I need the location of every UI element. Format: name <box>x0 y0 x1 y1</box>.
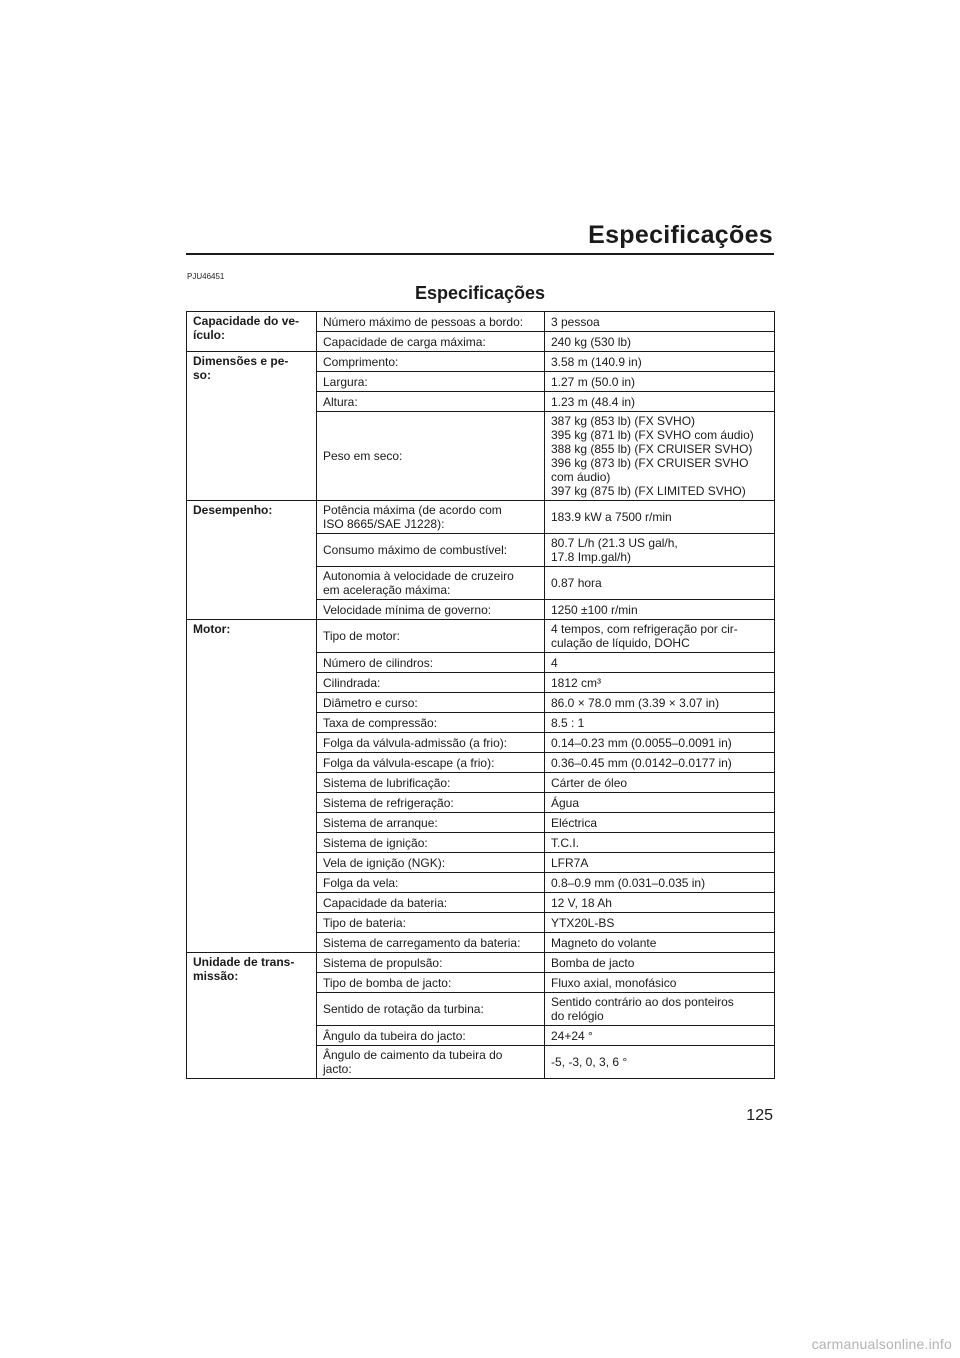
spec-label-cell: Autonomia à velocidade de cruzeiro em aceleração máxima: <box>317 567 545 600</box>
spec-value-cell: 0.36–0.45 mm (0.0142–0.0177 in) <box>545 753 775 773</box>
section-title: Especificações <box>414 283 546 303</box>
table-row <box>187 352 775 372</box>
spec-label-cell: Folga da vela: <box>317 873 545 893</box>
spec-label-cell: Comprimento: <box>317 352 545 372</box>
spec-label-cell: Sistema de refrigeração: <box>317 793 545 813</box>
spec-value-cell: Cárter de óleo <box>545 773 775 793</box>
spec-value-cell: Sentido contrário ao dos ponteiros do relógio <box>545 993 775 1026</box>
specifications-table <box>186 311 775 1079</box>
spec-label-cell: Ângulo de caimento da tubeira do jacto: <box>317 1046 545 1079</box>
spec-label-cell: Capacidade de carga máxima: <box>317 332 545 352</box>
section-code: PJU46451 <box>187 272 225 281</box>
spec-label-cell: Vela de ignição (NGK): <box>317 853 545 873</box>
spec-label-cell: Diâmetro e curso: <box>317 693 545 713</box>
spec-value-cell: 0.8–0.9 mm (0.031–0.035 in) <box>545 873 775 893</box>
spec-value-cell: 24+24 ° <box>545 1026 775 1046</box>
spec-value-cell: 8.5 : 1 <box>545 713 775 733</box>
category-cell: Capacidade do ve- ículo: <box>187 312 317 352</box>
spec-value-cell: 80.7 L/h (21.3 US gal/h, 17.8 Imp.gal/h) <box>545 534 775 567</box>
spec-value-cell: Água <box>545 793 775 813</box>
spec-label-cell: Sentido de rotação da turbina: <box>317 993 545 1026</box>
spec-label-cell: Sistema de propulsão: <box>317 953 545 973</box>
spec-value-cell: 4 tempos, com refrigeração por cir- culação de líquido, DOHC <box>545 620 775 653</box>
spec-value-cell: Magneto do volante <box>545 933 775 953</box>
spec-value-cell: 183.9 kW a 7500 r/min <box>545 501 775 534</box>
table-row <box>187 953 775 973</box>
spec-value-cell: 3.58 m (140.9 in) <box>545 352 775 372</box>
spec-value-cell: 1.23 m (48.4 in) <box>545 392 775 412</box>
spec-label-cell: Consumo máximo de combustível: <box>317 534 545 567</box>
spec-value-cell: YTX20L-BS <box>545 913 775 933</box>
spec-label-cell: Tipo de motor: <box>317 620 545 653</box>
spec-label-cell: Sistema de carregamento da bateria: <box>317 933 545 953</box>
spec-value-cell: 0.87 hora <box>545 567 775 600</box>
spec-value-cell: Eléctrica <box>545 813 775 833</box>
spec-label-cell: Número máximo de pessoas a bordo: <box>317 312 545 332</box>
spec-label-cell: Tipo de bomba de jacto: <box>317 973 545 993</box>
table-row <box>187 312 775 332</box>
spec-value-cell: -5, -3, 0, 3, 6 ° <box>545 1046 775 1079</box>
category-cell: Dimensões e pe- so: <box>187 352 317 501</box>
spec-label-cell: Sistema de arranque: <box>317 813 545 833</box>
spec-label-cell: Folga da válvula-escape (a frio): <box>317 753 545 773</box>
spec-value-cell: 1.27 m (50.0 in) <box>545 372 775 392</box>
spec-value-cell: 12 V, 18 Ah <box>545 893 775 913</box>
spec-label-cell: Taxa de compressão: <box>317 713 545 733</box>
page-number: 125 <box>746 1107 773 1124</box>
spec-value-cell: T.C.I. <box>545 833 775 853</box>
category-cell: Motor: <box>187 620 317 953</box>
spec-value-cell: LFR7A <box>545 853 775 873</box>
spec-value-cell: 1250 ±100 r/min <box>545 600 775 620</box>
page-header-title: Especificações <box>588 221 773 249</box>
watermark-text: carmanualsonline.info <box>811 1336 952 1352</box>
spec-label-cell: Cilindrada: <box>317 673 545 693</box>
spec-value-cell: 0.14–0.23 mm (0.0055–0.0091 in) <box>545 733 775 753</box>
spec-value-cell: 4 <box>545 653 775 673</box>
category-cell: Desempenho: <box>187 501 317 620</box>
spec-value-cell: 3 pessoa <box>545 312 775 332</box>
spec-value-cell: 86.0 × 78.0 mm (3.39 × 3.07 in) <box>545 693 775 713</box>
spec-label-cell: Tipo de bateria: <box>317 913 545 933</box>
spec-label-cell: Altura: <box>317 392 545 412</box>
spec-label-cell: Potência máxima (de acordo com ISO 8665/SAE J1228): <box>317 501 545 534</box>
category-cell: Unidade de trans- missão: <box>187 953 317 1079</box>
header-rule <box>186 253 774 255</box>
spec-label-cell: Largura: <box>317 372 545 392</box>
spec-label-cell: Número de cilindros: <box>317 653 545 673</box>
spec-label-cell: Capacidade da bateria: <box>317 893 545 913</box>
spec-label-cell: Velocidade mínima de governo: <box>317 600 545 620</box>
spec-value-cell: 240 kg (530 lb) <box>545 332 775 352</box>
table-row <box>187 620 775 653</box>
spec-value-cell: Fluxo axial, monofásico <box>545 973 775 993</box>
table-row <box>187 501 775 534</box>
spec-label-cell: Sistema de lubrificação: <box>317 773 545 793</box>
spec-value-cell: 387 kg (853 lb) (FX SVHO) 395 kg (871 lb) (FX SVHO com áudio) 388 kg (855 lb) (FX CRUISER SVHO) 396 kg (873 lb) (FX CRUISER SVHO com áudio) 397 kg (875 lb) (FX LIMITED SVHO) <box>545 412 775 501</box>
spec-value-cell: 1812 cm³ <box>545 673 775 693</box>
spec-value-cell: Bomba de jacto <box>545 953 775 973</box>
spec-label-cell: Sistema de ignição: <box>317 833 545 853</box>
spec-label-cell: Ângulo da tubeira do jacto: <box>317 1026 545 1046</box>
spec-label-cell: Folga da válvula-admissão (a frio): <box>317 733 545 753</box>
spec-label-cell: Peso em seco: <box>317 412 545 501</box>
